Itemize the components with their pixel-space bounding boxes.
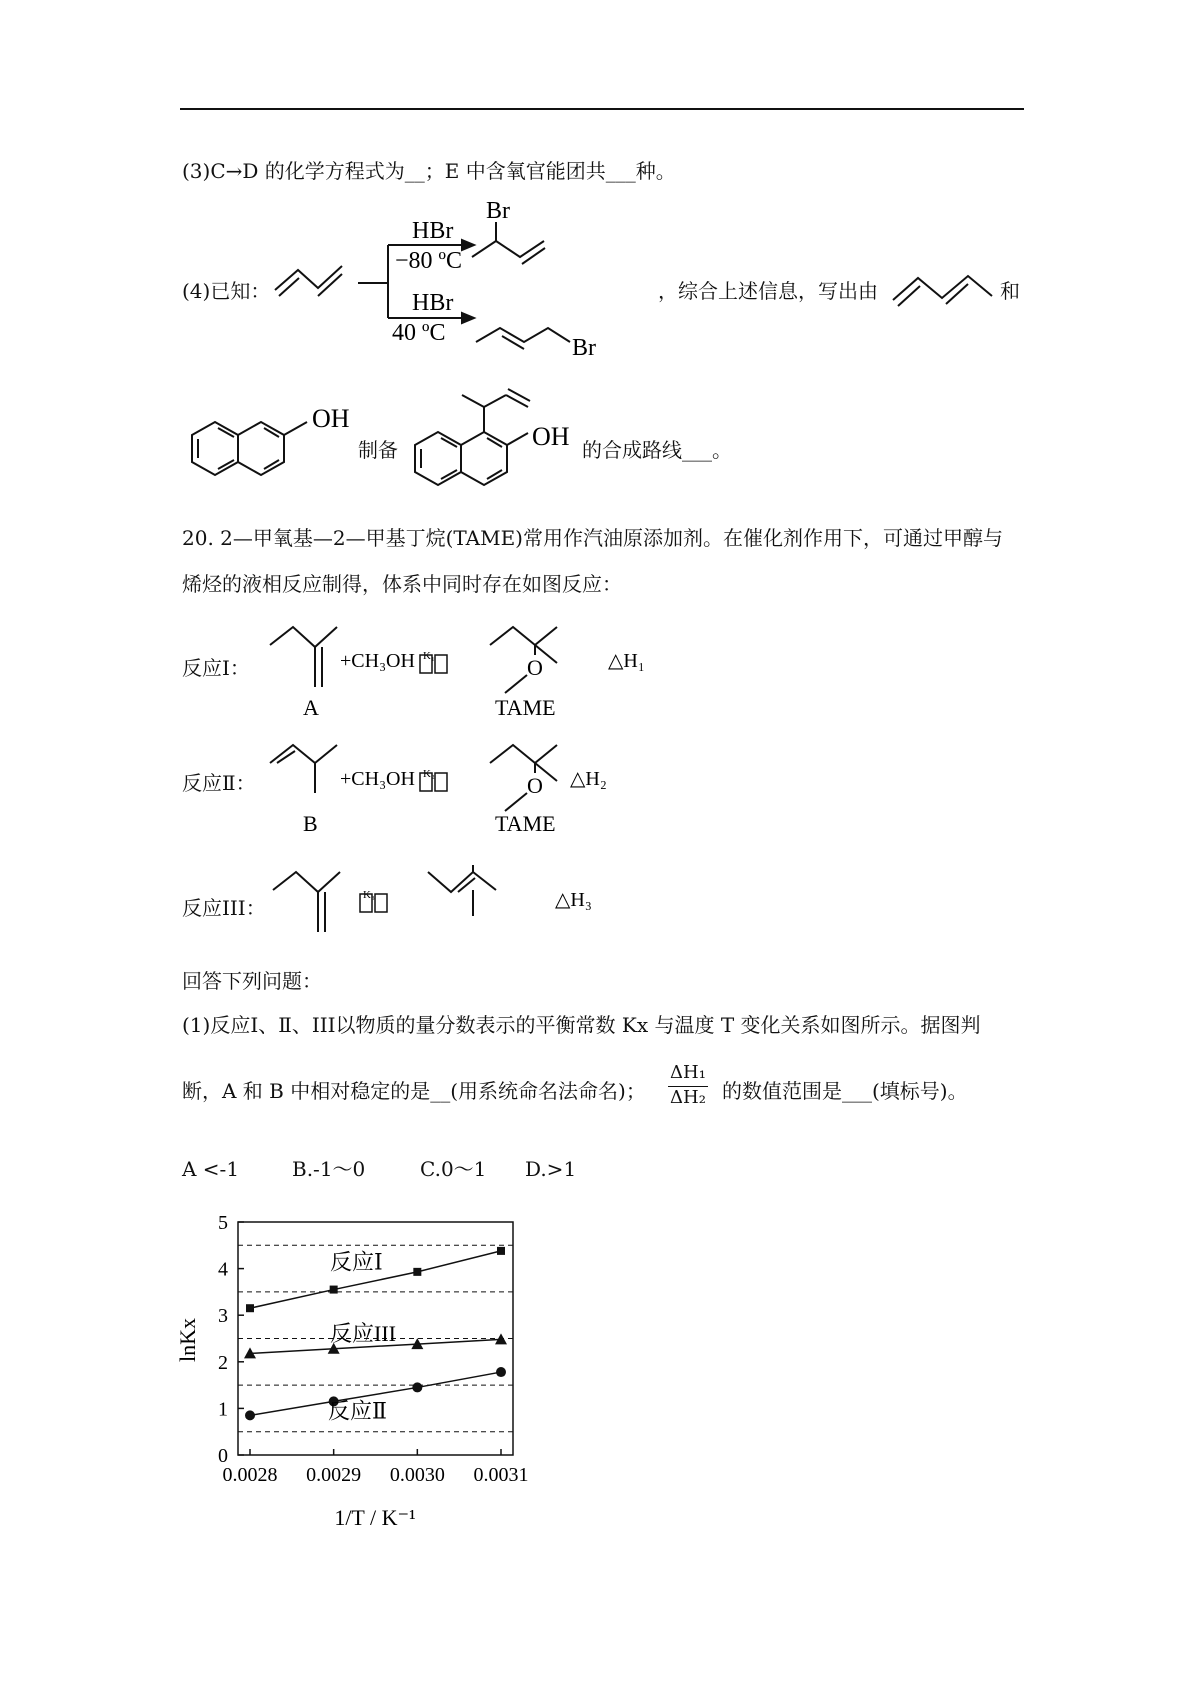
tame-structure-2 (490, 745, 557, 811)
fraction-denominator: ΔH₂ (670, 1087, 706, 1108)
x-tick-label-2: 0.0030 (389, 1464, 445, 1486)
option-d: D.>1 (525, 1157, 577, 1181)
x-tick-label-3: 0.0031 (473, 1464, 529, 1486)
bromine-label-upper: Br (486, 200, 510, 224)
k3-label: K₃ (363, 889, 375, 901)
y-tick-label-0: 0 (218, 1445, 228, 1467)
part-1-line2a: 断，A 和 B 中相对稳定的是__(用系统命名法命名)； (182, 1079, 646, 1103)
question-4-make: 制备 (358, 438, 398, 462)
header-rule (180, 108, 1024, 110)
question-4-prefix: (4)已知： (182, 279, 271, 303)
square-marker-0-2 (413, 1268, 421, 1276)
square-marker-0-1 (330, 1286, 338, 1294)
y-tick-label-4: 4 (218, 1258, 228, 1281)
reaction-3-scheme (268, 860, 648, 940)
reaction-1-scheme (265, 615, 685, 730)
compound-b-structure-3 (428, 865, 496, 916)
oxygen-label-1: O (527, 655, 543, 680)
option-a: A <-1 (182, 1157, 240, 1181)
circle-marker-2-2 (412, 1382, 422, 1392)
2-naphthol-structure (182, 395, 382, 495)
k1-label: K₁ (423, 650, 435, 662)
series-label-0: 反应Ⅰ (330, 1249, 383, 1275)
question-20-line2: 烯烃的液相反应制得，体系中同时存在如图反应： (182, 572, 622, 596)
series-label-1: 反应III (330, 1320, 396, 1346)
oxygen-label-2: O (527, 773, 543, 798)
x-axis-label: 1/T / K⁻¹ (334, 1505, 416, 1530)
compound-a-label: A (303, 695, 319, 720)
square-marker-0-0 (246, 1304, 254, 1312)
delta-h-ratio-fraction (668, 1062, 708, 1109)
square-marker-0-3 (497, 1247, 505, 1255)
lnkx-vs-inverse-t-chart (170, 1200, 590, 1550)
methanol-2: +CH₃OH (340, 768, 415, 790)
delta-h2: △H₂ (570, 768, 607, 790)
butadiene-structure (275, 266, 342, 296)
compound-b-label: B (303, 811, 318, 836)
fraction-numerator: ΔH₁ (668, 1062, 708, 1087)
upper-condition: −80 ºC (395, 248, 462, 274)
option-b: B.-1～0 (292, 1157, 366, 1181)
question-4-and: 和 (1000, 279, 1020, 303)
question-20-line1: 20. 2—甲氧基—2—甲基丁烷(TAME)常用作汽油原添加剂。在催化剂作用下，可通过甲醇与 (182, 526, 1003, 550)
tame-label-2: TAME (495, 811, 556, 836)
delta-h1: △H₁ (608, 650, 645, 672)
reaction-1-label: 反应Ⅰ： (182, 656, 250, 680)
upper-reagent: HBr (412, 218, 454, 244)
y-tick-label-5: 5 (218, 1212, 228, 1234)
butadiene-reactant (888, 260, 996, 310)
methanol-1: +CH₃OH (340, 650, 415, 672)
target-product-structure (410, 385, 590, 500)
y-tick-label-1: 1 (218, 1398, 228, 1421)
circle-marker-2-0 (245, 1410, 255, 1420)
x-tick-label-0: 0.0028 (222, 1464, 278, 1486)
question-4-mid: ，综合上述信息，写出由 (658, 279, 878, 303)
hydroxyl-label-product: OH (532, 422, 570, 451)
reaction-2-scheme (265, 733, 685, 848)
question-3: (3)C→D 的化学方程式为__；E 中含氧官能团共___种。 (182, 159, 676, 183)
k2-label: K₂ (423, 768, 435, 780)
reaction-3-label: 反应III： (182, 896, 266, 920)
option-c: C.0～1 (420, 1157, 487, 1181)
y-tick-label-2: 2 (218, 1351, 228, 1374)
product-1-bromobutene-structure (476, 328, 570, 349)
series-label-2: 反应Ⅱ (328, 1398, 387, 1424)
circle-marker-2-3 (496, 1367, 506, 1377)
known-reaction-scheme (270, 200, 670, 380)
product-3-bromobutene-structure (472, 222, 545, 264)
tame-label-1: TAME (495, 695, 556, 720)
y-axis-label: lnKx (175, 1318, 200, 1362)
y-tick-label-3: 3 (218, 1305, 228, 1328)
tame-structure-1 (490, 627, 557, 693)
question-4-suffix: 的合成路线___。 (582, 438, 732, 462)
bromine-label-lower: Br (572, 335, 596, 361)
hydroxyl-label: OH (312, 404, 350, 433)
lower-reagent: HBr (412, 290, 454, 316)
x-tick-label-1: 0.0029 (306, 1464, 362, 1486)
part-1-line2b: 的数值范围是___(填标号)。 (722, 1079, 968, 1103)
lower-condition: 40 ºC (392, 320, 446, 346)
reaction-2-label: 反应Ⅱ： (182, 771, 256, 795)
delta-h3: △H₃ (555, 889, 592, 911)
part-1-line1: (1)反应Ⅰ、Ⅱ、III以物质的量分数表示的平衡常数 Kx 与温度 T 变化关系如图所示。据图判 (182, 1013, 981, 1037)
answer-prompt: 回答下列问题： (182, 969, 322, 993)
